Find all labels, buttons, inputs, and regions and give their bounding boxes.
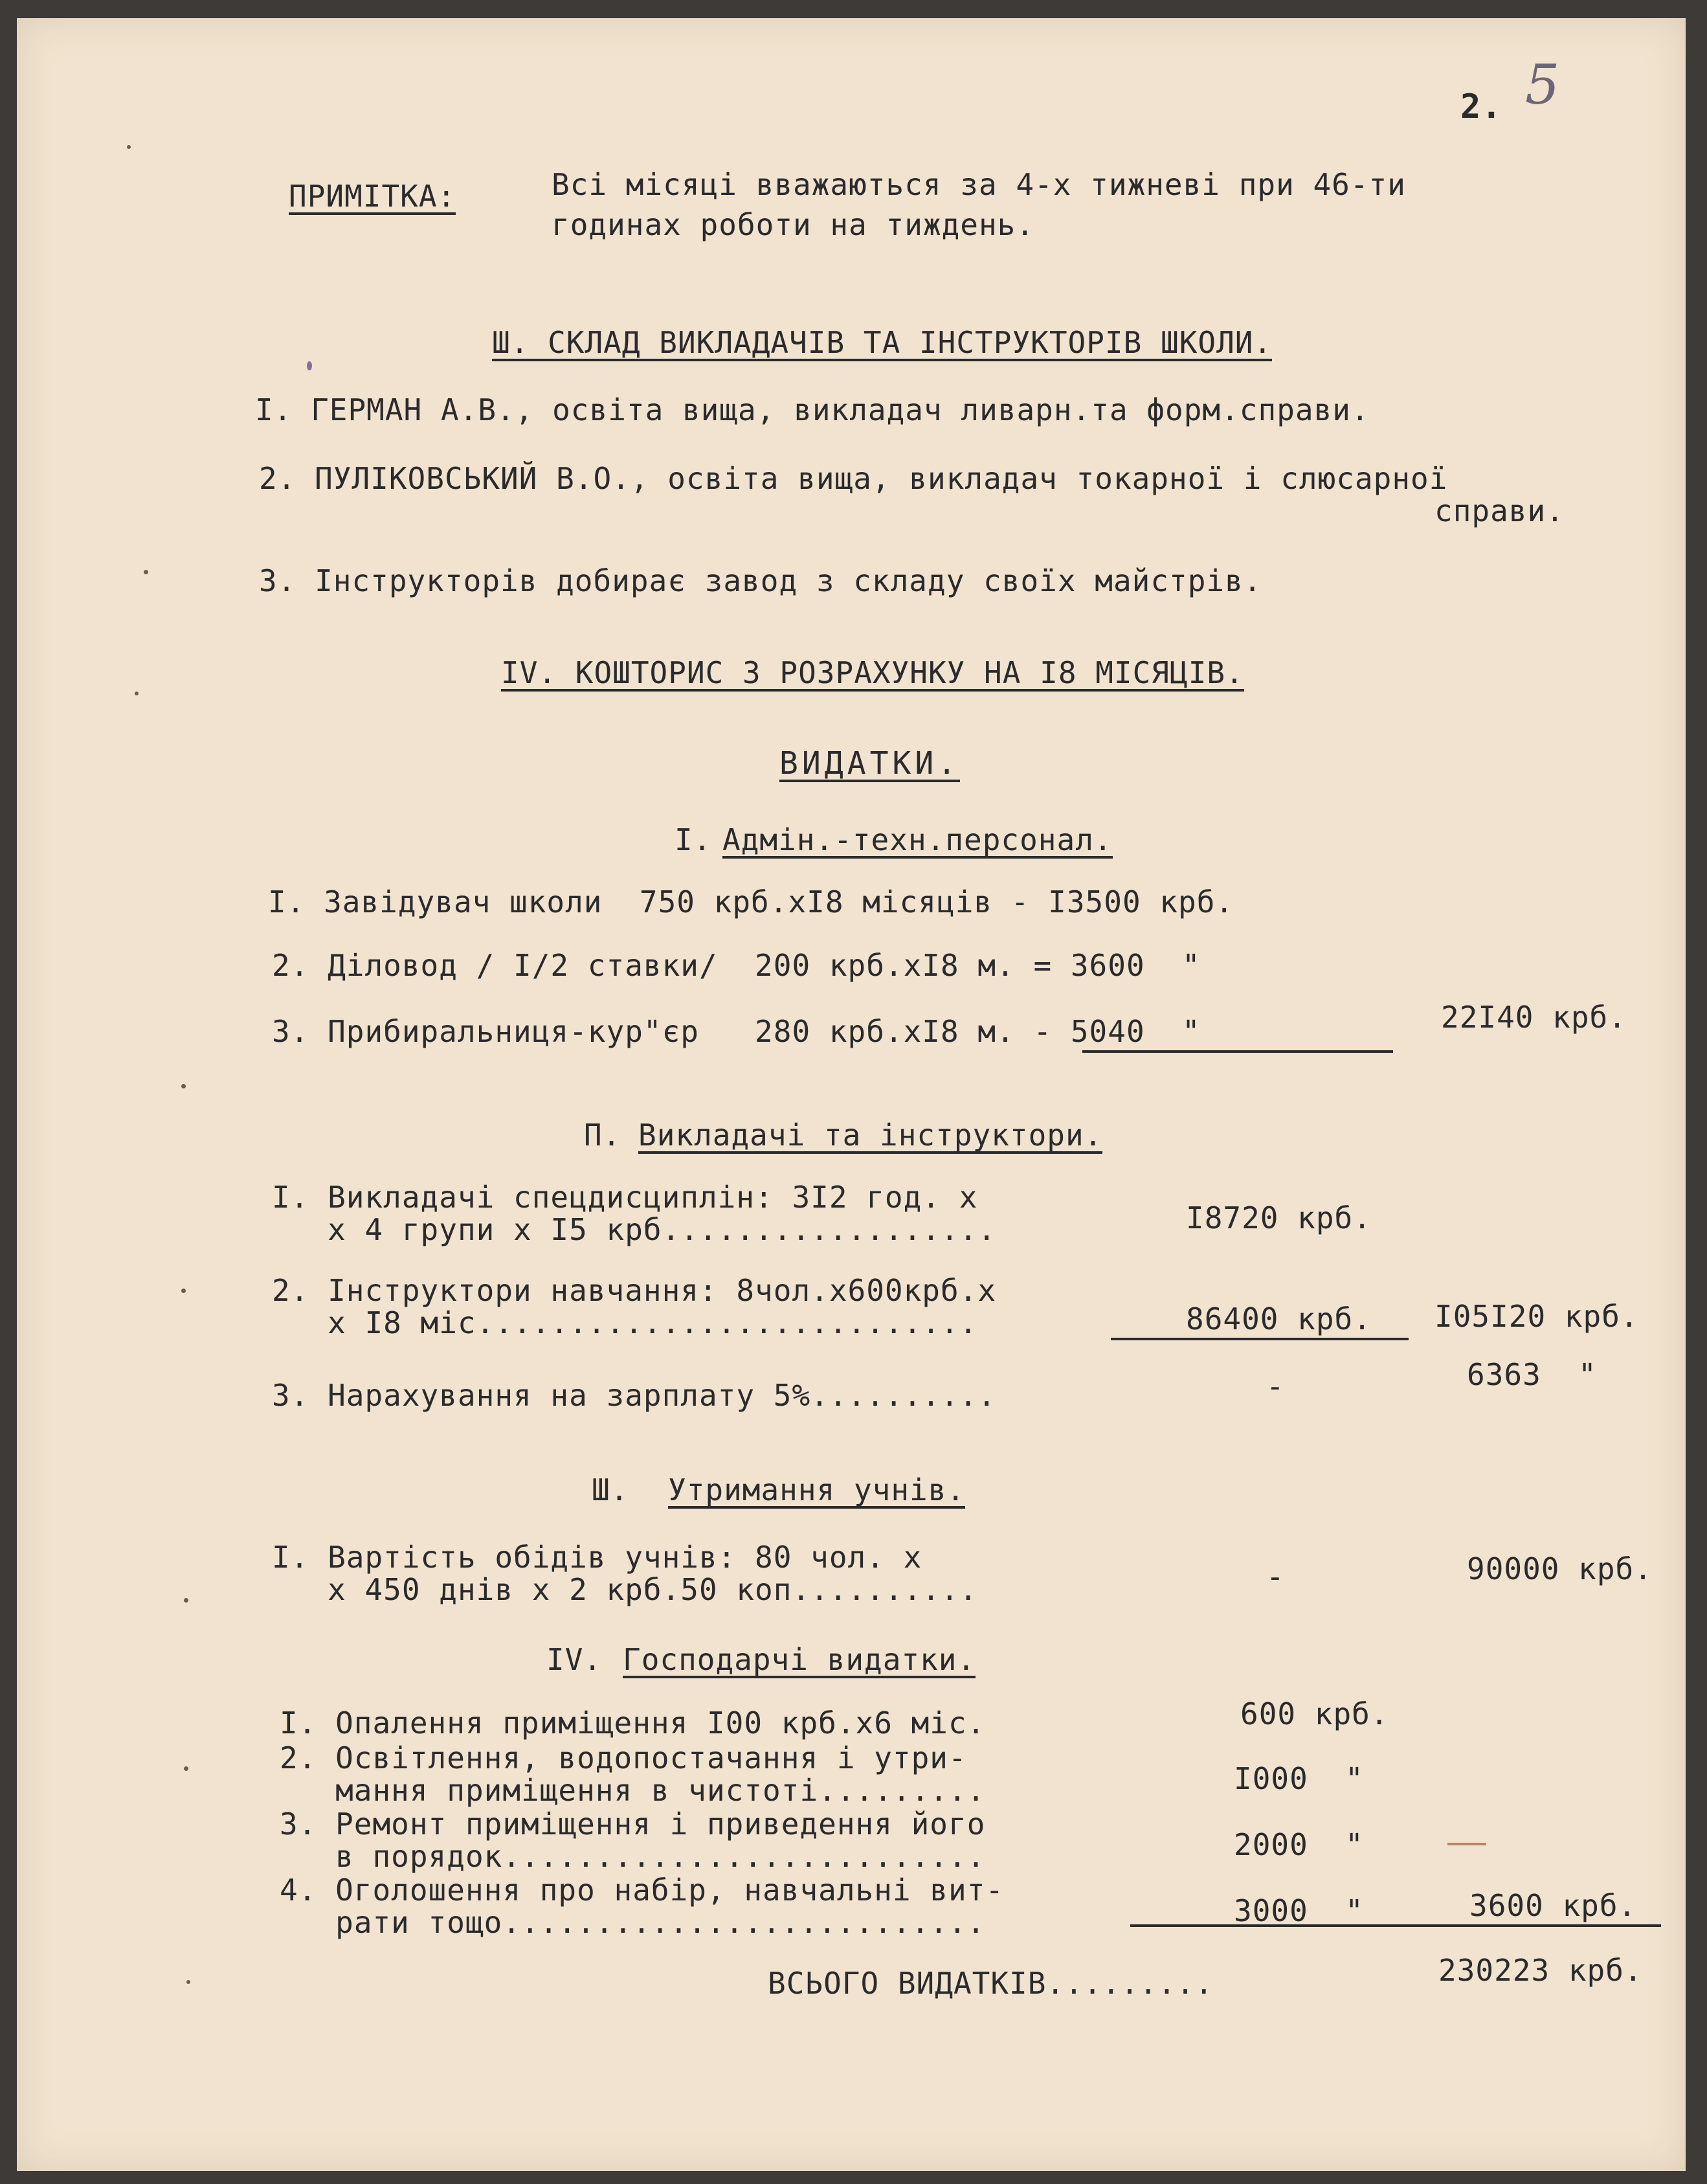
expense-row-line-1: І. Вартість обідів учнів: 80 чол. х — [272, 1540, 922, 1575]
section-3-title: Ш. СКЛАД ВИКЛАДАЧІВ ТА ІНСТРУКТОРІВ ШКОЛИ. — [492, 325, 1273, 360]
punch-mark — [135, 692, 139, 695]
staff-item-2: 2. ПУЛІКОВСЬКИЙ В.О., освіта вища, викладач токарної і слюсарної — [259, 461, 1448, 496]
group-1-title: Адмін.-техн.персонал. — [722, 822, 1113, 857]
expense-amount: - — [1266, 1559, 1285, 1594]
staff-item-3: 3. Інструкторів добирає завод з складу своїх майстрів. — [259, 563, 1262, 598]
expense-total: 6363 " — [1467, 1357, 1597, 1392]
expense-amount: І000 " — [1234, 1761, 1364, 1796]
group-2-title: Викладачі та інструктори. — [638, 1118, 1103, 1153]
staff-item-1: І. ГЕРМАН А.В., освіта вища, викладач ливарн.та форм.справи. — [255, 392, 1370, 427]
grand-total-value: 230223 крб. — [1438, 1953, 1643, 1988]
staff-item-2-continued: справи. — [1434, 493, 1565, 528]
group-4-title: Господарчі видатки. — [623, 1642, 976, 1677]
expense-row: 3. Прибиральниця-кур"єр 280 крб.хІ8 м. - 5040 " — [272, 1014, 1201, 1049]
section-4-title: IV. КОШТОРИС З РОЗРАХУНКУ НА І8 МІСЯЦІВ. — [501, 655, 1244, 690]
note-line-1: Всі місяці вважаються за 4-х тижневі при 46-ти — [552, 167, 1406, 202]
page-number: 2. — [1460, 87, 1502, 126]
expense-amount: 2000 " — [1234, 1827, 1364, 1862]
group-2-total: І05І20 крб. — [1434, 1299, 1639, 1334]
note-line-2: годинах роботи на тиждень. — [552, 207, 1035, 242]
expense-row-line-1: І. Викладачі спецдисциплін: 3І2 год. х — [272, 1180, 978, 1215]
expense-row-line-2: х 450 днів х 2 крб.50 коп.......... — [272, 1572, 978, 1607]
document-page — [17, 18, 1686, 2171]
punch-mark — [127, 145, 131, 149]
subtotal-rule — [1130, 1924, 1661, 1927]
ink-dot — [307, 361, 312, 370]
expense-row-line-1: 4. Оголошення про набір, навчальні вит- — [280, 1873, 1005, 1908]
subtotal-rule — [1082, 1050, 1393, 1053]
group-2-prefix: П. — [584, 1118, 621, 1153]
punch-mark — [181, 1289, 186, 1293]
expense-row-line-1: 2. Інструктори навчання: 8чол.х600крб.х — [272, 1273, 997, 1308]
punch-mark — [184, 1598, 188, 1603]
expense-amount: 3000 " — [1234, 1893, 1364, 1928]
expense-amount: І8720 крб. — [1186, 1200, 1372, 1235]
expense-row-line-1: 2. Освітлення, водопостачання і утри- — [280, 1740, 967, 1775]
group-1-total: 22І40 крб. — [1441, 1000, 1627, 1035]
punch-mark — [186, 1980, 190, 1984]
handwritten-page-number: 5 — [1525, 53, 1560, 117]
grand-total-label: ВСЬОГО ВИДАТКІВ......... — [768, 1966, 1214, 2001]
subtotal-rule — [1111, 1338, 1409, 1340]
pencil-tick — [1447, 1843, 1486, 1845]
expense-amount: 600 крб. — [1240, 1696, 1389, 1731]
expense-row-line-1: 3. Ремонт приміщення і приведення його — [280, 1807, 986, 1841]
expense-row-line-2: х І8 міс........................... — [272, 1305, 978, 1340]
group-1-prefix: І. — [675, 822, 712, 857]
group-3-prefix: Ш. — [592, 1472, 629, 1507]
expense-amount: - — [1266, 1369, 1285, 1404]
group-3-total: 90000 крб. — [1467, 1551, 1653, 1586]
expense-row-line-2: рати тощо.......................... — [280, 1905, 986, 1940]
expense-amount: 86400 крб. — [1186, 1301, 1372, 1336]
expense-row-line-2: х 4 групи х І5 крб.................. — [272, 1212, 997, 1247]
group-4-total: 3600 крб. — [1469, 1888, 1637, 1923]
expense-row-line-1: І. Опалення приміщення І00 крб.х6 міс. — [280, 1706, 986, 1740]
punch-mark — [144, 570, 148, 574]
note-label: ПРИМІТКА: — [289, 179, 456, 214]
group-3-title: Утримання учнів. — [668, 1472, 966, 1507]
expenses-title: ВИДАТКИ. — [779, 745, 961, 782]
expense-row: І. Завідувач школи 750 крб.хІ8 місяців - І3500 крб. — [268, 884, 1234, 919]
expense-row-line-1: 3. Нарахування на зарплату 5%.......... — [272, 1378, 997, 1413]
expense-row-line-2: мання приміщення в чистоті......... — [280, 1773, 986, 1808]
punch-mark — [184, 1766, 188, 1771]
punch-mark — [181, 1084, 186, 1088]
expense-row-line-2: в порядок.......................... — [280, 1839, 986, 1874]
expense-row: 2. Діловод / І/2 ставки/ 200 крб.хІ8 м. = 3600 " — [272, 948, 1201, 983]
group-4-prefix: IV. — [546, 1642, 603, 1677]
